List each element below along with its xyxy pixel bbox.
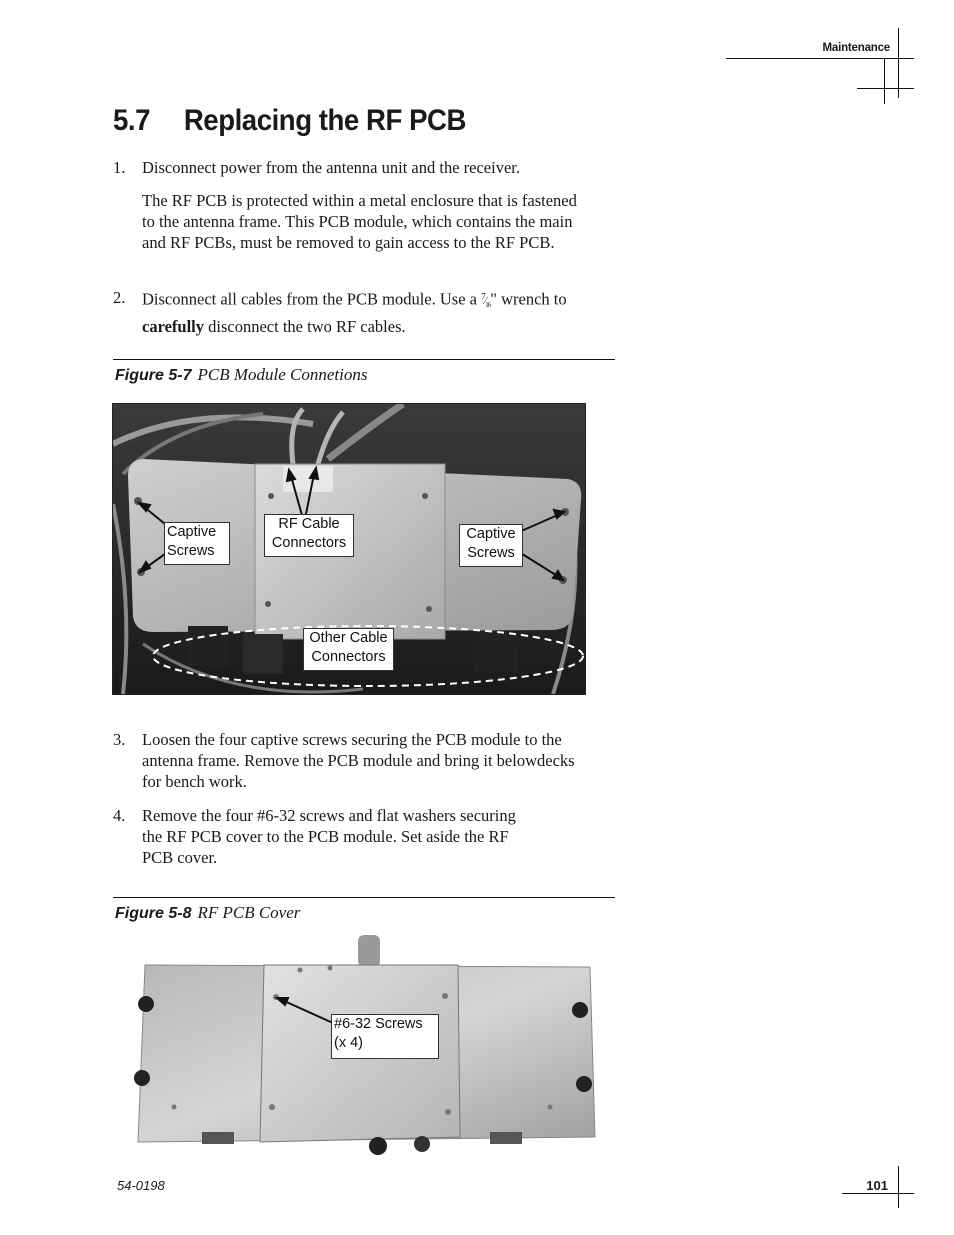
step-number: 3. bbox=[113, 730, 126, 749]
page-number: 101 bbox=[866, 1178, 888, 1193]
page-title bbox=[113, 104, 466, 138]
callout-other-cable-connectors: Other Cable Connectors bbox=[303, 628, 394, 671]
section-title: Replacing the RF PCB bbox=[183, 104, 467, 137]
figure-label: Figure 5-7 bbox=[115, 367, 192, 384]
step-3 bbox=[113, 729, 593, 792]
pcb-module-photo bbox=[112, 403, 586, 695]
step-1-note: The RF PCB is protected within a metal enclosure that is fastened to the antenna frame. This PCB module, which contains the main and RF PCBs, must be removed to gain access to the RF PCB. bbox=[142, 191, 577, 252]
figure-caption bbox=[115, 903, 300, 923]
callout-6-32-screws: #6-32 Screws (x 4) bbox=[331, 1014, 439, 1059]
figure-label: Figure 5-8 bbox=[115, 905, 192, 922]
step-number: 4. bbox=[113, 806, 126, 825]
figure-title: RF PCB Cover bbox=[197, 903, 301, 922]
step-text: Remove the four #6-32 screws and flat washers securing the RF PCB cover to the PCB module. Set aside the RF PCB cover. bbox=[142, 806, 516, 867]
step-text: Disconnect all cables from the PCB module. Use a $^7⁄_{16}$" wrench to carefully disconnect the two RF cables. bbox=[142, 289, 567, 337]
fraction: $^7⁄_{16}$ bbox=[481, 292, 491, 310]
crop-mark-h bbox=[857, 88, 914, 89]
callout-captive-screws-right: Captive Screws bbox=[459, 524, 523, 567]
callout-captive-screws-left: Captive Screws bbox=[164, 522, 230, 565]
document-number: 54-0198 bbox=[117, 1178, 165, 1193]
figure-title: PCB Module Connetions bbox=[197, 365, 368, 384]
callout-rf-cable-connectors: RF Cable Connectors bbox=[264, 514, 354, 557]
rf-pcb-cover-photo bbox=[130, 932, 598, 1164]
crop-mark-v2 bbox=[884, 58, 885, 104]
footer-rule bbox=[842, 1193, 914, 1194]
step-text: Disconnect power from the antenna unit and the receiver. bbox=[142, 158, 520, 177]
step-4 bbox=[113, 805, 533, 868]
figure-caption bbox=[115, 365, 367, 385]
step-1 bbox=[113, 157, 593, 178]
section-number: 5.7 bbox=[113, 104, 151, 137]
section-label: Maintenance bbox=[822, 42, 890, 54]
step-text: Loosen the four captive screws securing the PCB module to the antenna frame. Remove the PCB module and bring it belowdecks for bench work. bbox=[142, 730, 575, 791]
step-2 bbox=[113, 287, 593, 337]
step-number: 2. bbox=[113, 288, 126, 307]
step-number: 1. bbox=[113, 158, 126, 177]
figure-rule bbox=[113, 359, 615, 360]
figure-rule bbox=[113, 897, 615, 898]
footer-crop-mark bbox=[898, 1166, 899, 1208]
header-rule bbox=[726, 58, 914, 59]
